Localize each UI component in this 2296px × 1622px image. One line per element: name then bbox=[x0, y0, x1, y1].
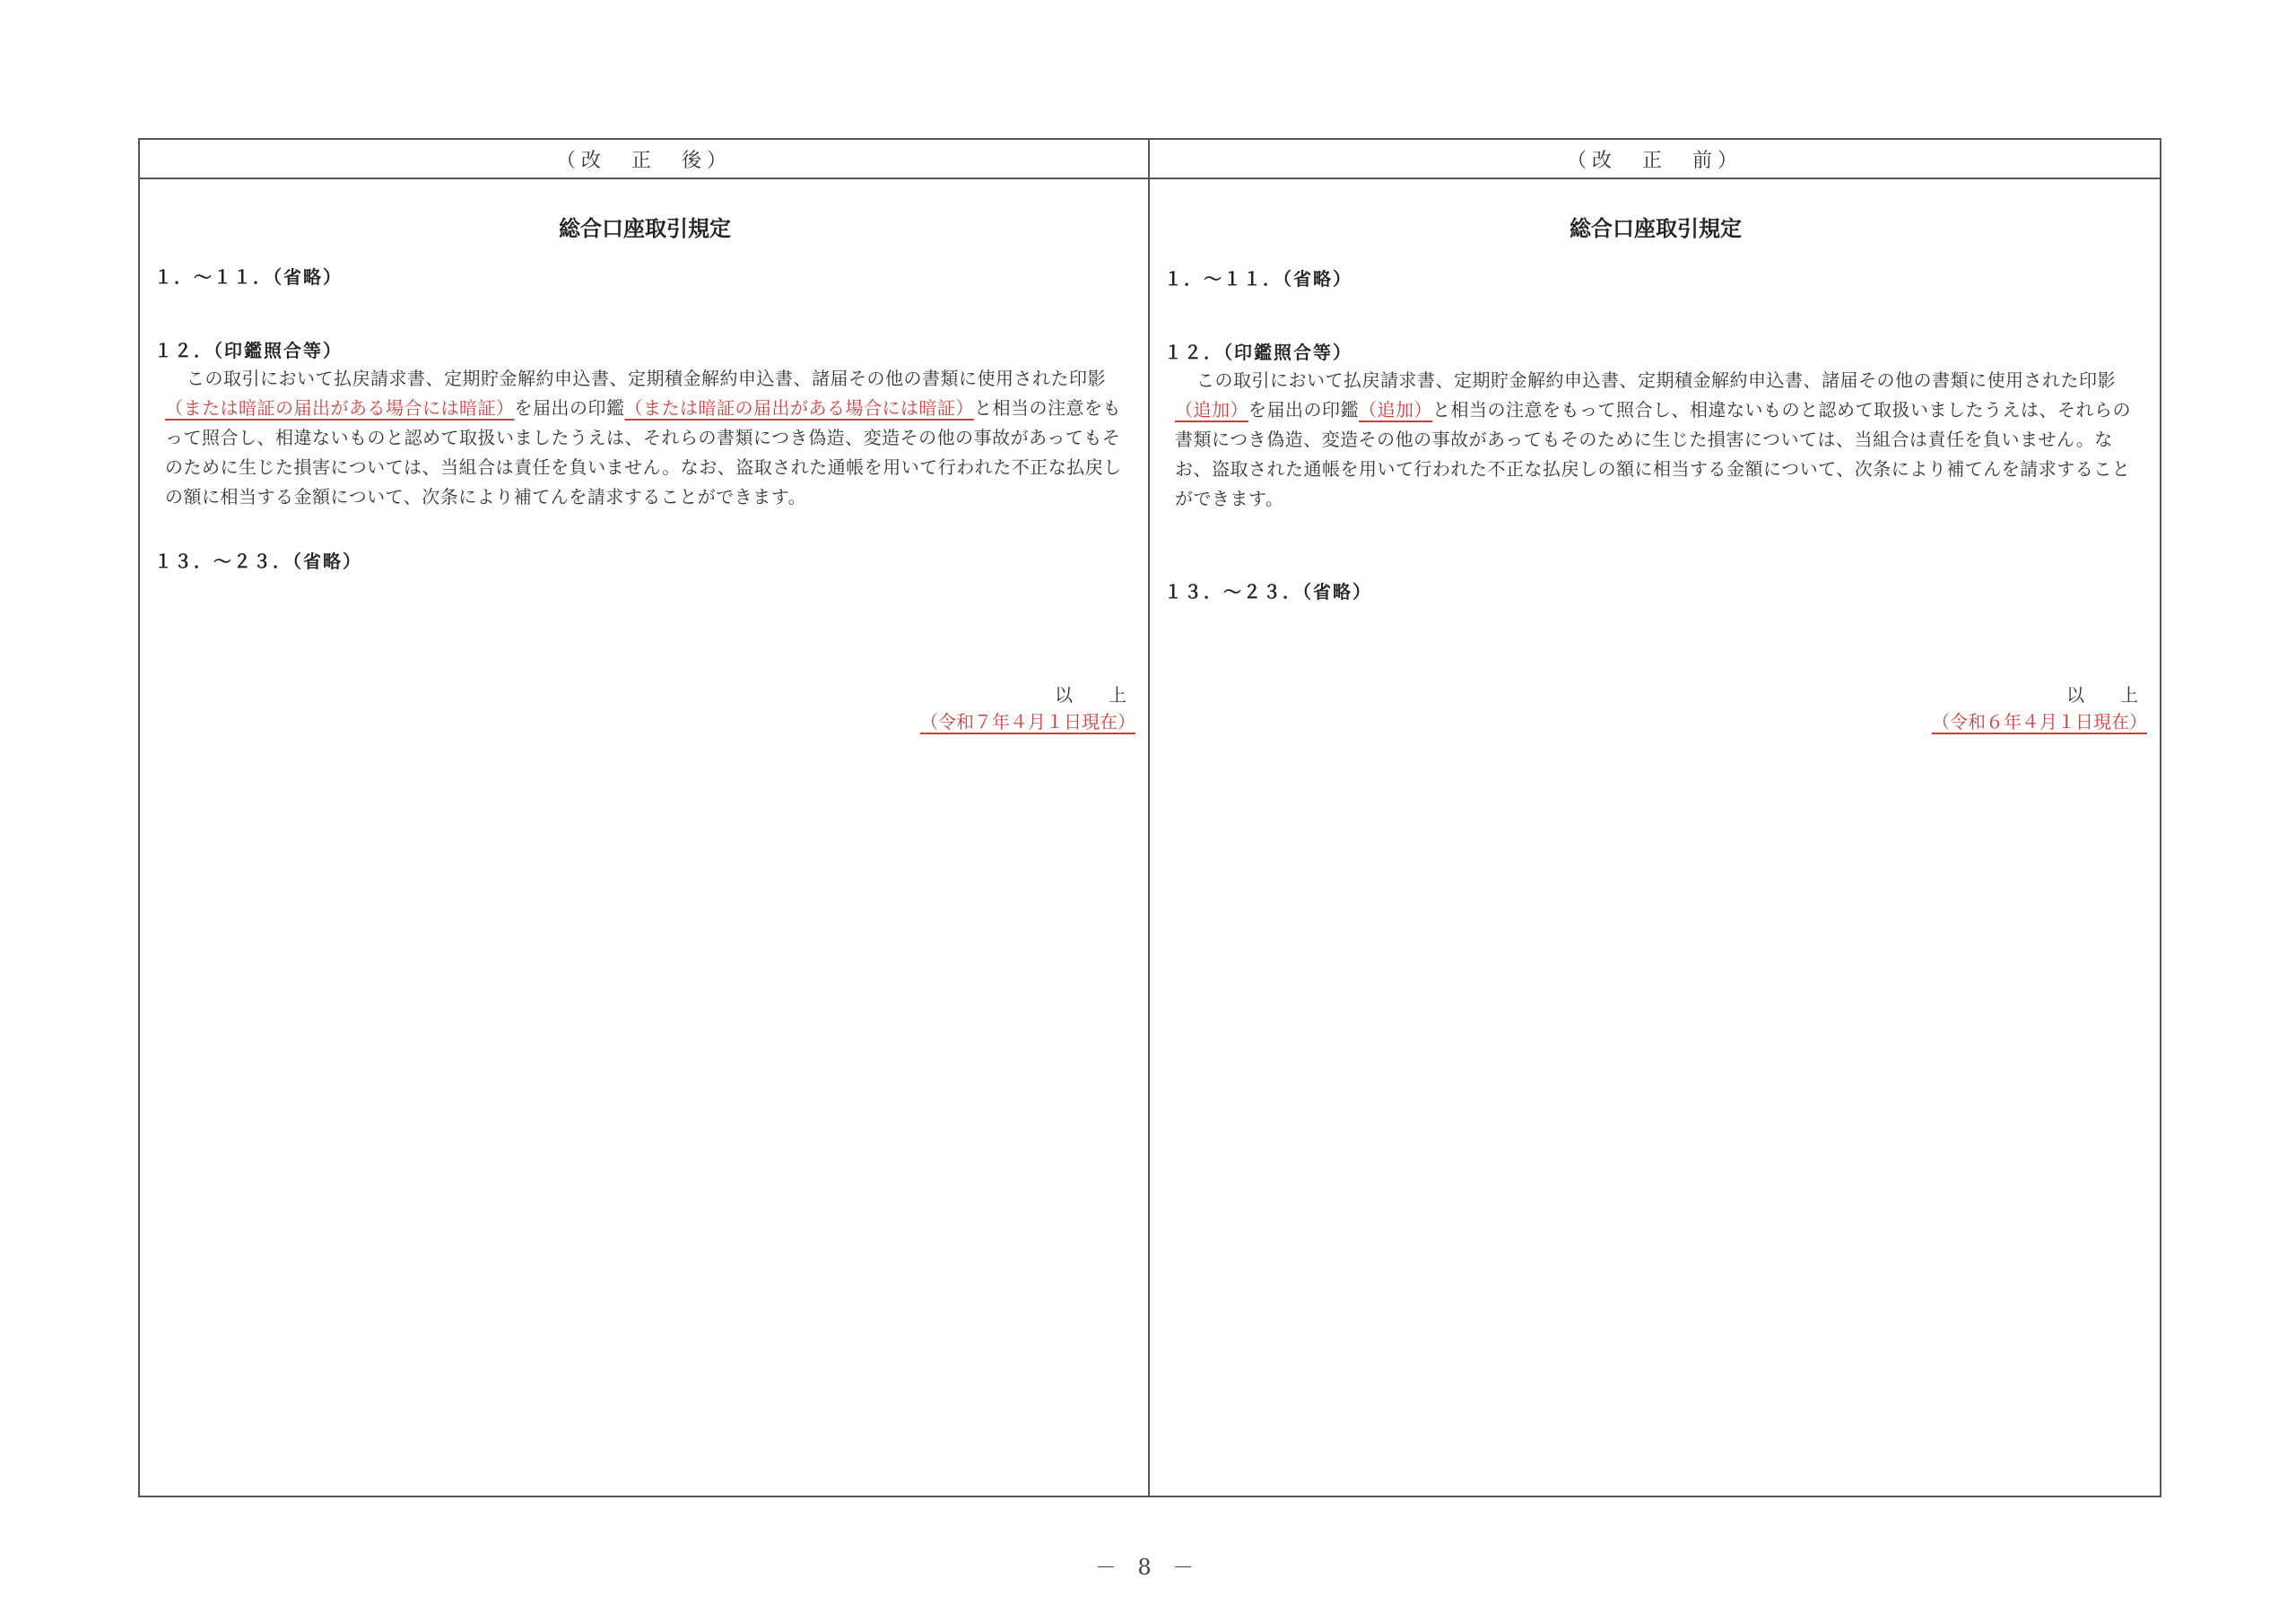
effective-date: （令和７年４月１日現在） bbox=[920, 711, 1135, 733]
section-13-23-heading: １３．～２３．（省略） bbox=[154, 551, 362, 572]
paragraph-text: を届出の印鑑 bbox=[514, 397, 625, 419]
revision-mark: （または暗証の届出がある場合には暗証） bbox=[165, 397, 515, 419]
after-column bbox=[140, 179, 1150, 1496]
revision-mark: （追加） bbox=[1175, 399, 1248, 421]
closing-text: 以 上 bbox=[1055, 684, 1135, 706]
effective-date: （令和６年４月１日現在） bbox=[1932, 711, 2147, 733]
section-12-paragraph bbox=[1164, 366, 2147, 514]
paragraph-text: を届出の印鑑 bbox=[1248, 399, 1359, 421]
document-title: 総合口座取引規定 bbox=[559, 216, 731, 241]
closing-text: 以 上 bbox=[2066, 684, 2147, 706]
paragraph-text: と相当の注意をもって照合し、相違ないものと認めて取扱いましたうえは、それらの書類につき偽造、変造その他の事故があってもそのために生じた損害については、当組合は責任を負いません。なお、盗取された通帳を用いて行われた不正な払戻しの額に相当する金額について、次条により補てんを請求することができます。 bbox=[165, 397, 1122, 507]
page-number: － 8 － bbox=[1094, 1555, 1202, 1580]
section-1-11-heading: １．～１１．（省略） bbox=[1164, 268, 1352, 290]
section-13-23-heading: １３．～２３．（省略） bbox=[1164, 581, 1372, 603]
section-12-heading: １２．（印鑑照合等） bbox=[1164, 342, 1352, 363]
document-title: 総合口座取引規定 bbox=[1570, 216, 1742, 241]
section-12-heading: １２．（印鑑照合等） bbox=[154, 340, 343, 361]
column-header-before: （改 正 前） bbox=[1150, 140, 2160, 179]
section-1-11-heading: １．～１１．（省略） bbox=[154, 266, 343, 288]
paragraph-text: と相当の注意をもって照合し、相違ないものと認めて取扱いましたうえは、それらの書類につき偽造、変造その他の事故があってもそのために生じた損害については、当組合は責任を負いません。なお、盗取された通帳を用いて行われた不正な払戻しの額に相当する金額について、次条により補てんを請求することができます。 bbox=[1175, 399, 2131, 509]
closing-block bbox=[1932, 681, 2147, 735]
revision-mark: （または暗証の届出がある場合には暗証） bbox=[624, 397, 974, 419]
paragraph-text: この取引において払戻請求書、定期貯金解約申込書、定期積金解約申込書、諸届その他の書類に使用された印影 bbox=[1196, 369, 2116, 391]
revision-mark: （追加） bbox=[1359, 399, 1432, 421]
column-header-after: （改 正 後） bbox=[140, 140, 1150, 179]
comparison-table bbox=[138, 138, 2161, 1497]
closing-block bbox=[920, 681, 1135, 735]
before-column bbox=[1150, 179, 2160, 1496]
paragraph-text: この取引において払戻請求書、定期貯金解約申込書、定期積金解約申込書、諸届その他の書類に使用された印影 bbox=[187, 368, 1106, 389]
section-12-paragraph bbox=[154, 364, 1135, 512]
